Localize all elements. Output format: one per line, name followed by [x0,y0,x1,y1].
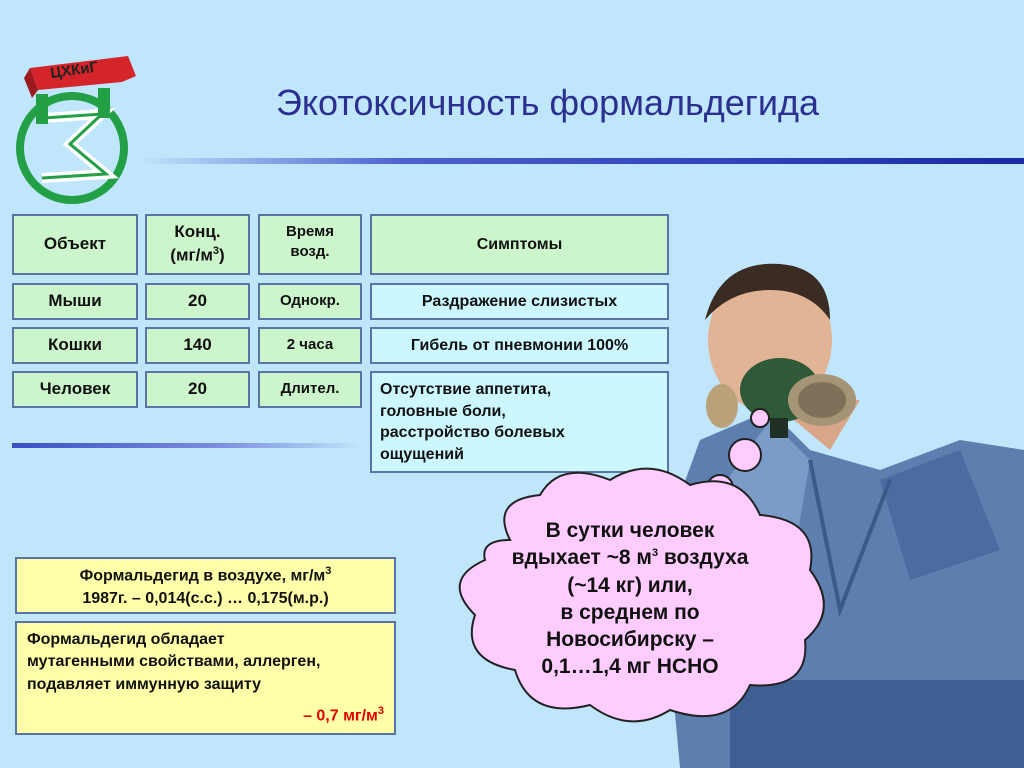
row-cats-time: 2 часа [258,327,362,364]
mutagen-line1: Формальдегид обладает [27,631,225,648]
header-object [12,214,138,275]
bubble-line2: вдыхает ~8 $м^3$ воздуха [511,546,749,570]
air-concentration-box [15,557,396,614]
row-human-concentration: 20 [145,371,250,408]
row-mice-object: Мыши [12,283,138,320]
header-symptoms-label: Симптомы [476,235,563,253]
bubble-small-dot-1 [751,409,769,427]
bubble-line4: в среднем по [560,600,700,624]
row-human-time: Длител. [258,371,362,408]
row-mice-symptom: Раздражение слизистых [370,283,669,320]
header-concentration-line1: Конц. [174,222,221,242]
row-cats-symptom: Гибель от пневмонии 100% [370,327,669,364]
air-box-line1: Формальдегид в воздухе, $мг/м^3$ [79,565,332,585]
table-divider [12,443,362,448]
title-divider [140,158,1024,164]
bubble-text [470,517,790,681]
page-title: Экотоксичность формальдегида [276,82,820,123]
row-cats-object: Кошки [12,327,138,364]
bubble-line6: 0,1…1,4 мг НСНО [541,655,719,679]
header-time-line1: Время [286,223,334,240]
row-cats-concentration: 140 [145,327,250,364]
header-exposure-time [258,214,362,275]
air-box-line2: 1987г. – 0,014(с.с.) … 0,175(м.р.) [82,589,329,607]
mutagen-highlight: – 0,7 $мг/м^3$ [303,705,384,725]
bubble-line3: (~14 кг) или, [567,573,693,597]
mutagen-line3: подавляет иммунную защиту [27,675,262,693]
institute-logo [10,38,142,208]
mutagen-note-box [15,621,396,735]
logo-lettering: ЦХКиГ [49,58,100,83]
row-human-object: Человек [12,371,138,408]
row-mice-time: Однокр. [258,283,362,320]
header-symptoms [370,214,669,275]
bubble-small-dot-2 [729,439,761,471]
bubble-line1: В сутки человек [545,519,715,542]
row-mice-concentration: 20 [145,283,250,320]
mutagen-line2: мутагенными свойствами, аллерген, [27,653,321,671]
row-human-symptom: Отсутствие аппетита, головные боли, расстройство болевых ощущений [370,371,669,473]
header-object-label: Объект [43,234,107,254]
header-concentration-line2: $(мг/м^3)$ [170,245,225,265]
header-time-line2: возд. [290,243,330,261]
bubble-line5: Новосибирску – [546,628,714,652]
header-concentration [145,214,250,275]
